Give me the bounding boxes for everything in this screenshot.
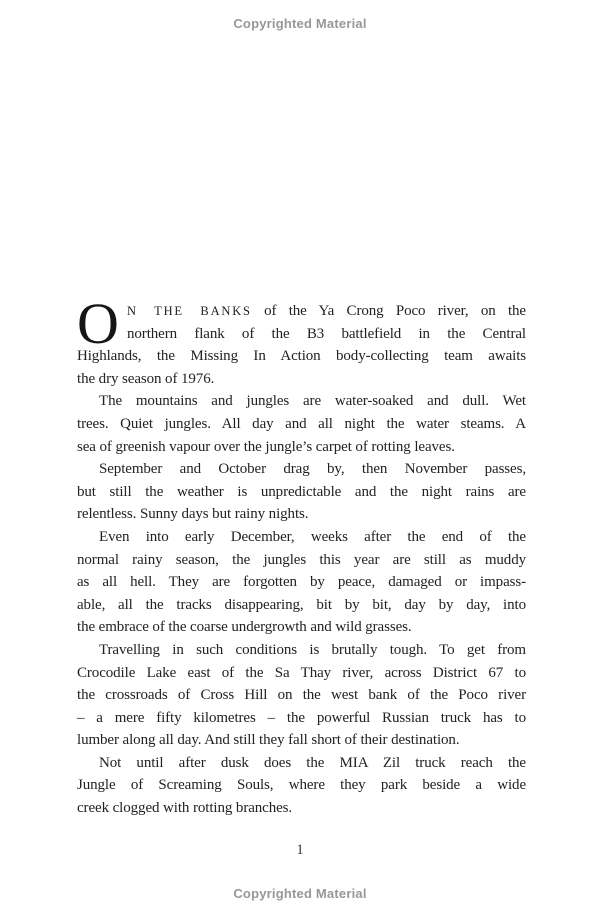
text-line: northern flank of the B3 battlefield in the Central — [127, 325, 526, 342]
text-line: lumber along all day. And still they fall short of their destination. — [77, 732, 460, 749]
text-line: Even into early December, weeks after the end of the — [99, 528, 526, 545]
text-line: – a mere fifty kilometres – the powerful Russian truck has to — [77, 709, 526, 726]
text-line: Jungle of Screaming Souls, where they park beside a wide — [77, 777, 526, 794]
paragraph — [77, 526, 526, 639]
paragraph — [77, 291, 526, 390]
page-number: 1 — [296, 842, 304, 858]
opening-small-caps: N THE BANKS — [127, 304, 252, 318]
text-line: the dry season of 1976. — [77, 370, 215, 387]
paragraph — [77, 390, 526, 458]
text-line: Not until after dusk does the MIA Zil truck reach the — [99, 754, 526, 771]
text-line: N THE BANKS of the Ya Crong Poco river, on the — [127, 303, 526, 319]
text-line: trees. Quiet jungles. All day and all night the water steams. A — [77, 415, 526, 432]
text-line: The mountains and jungles are water-soaked and dull. Wet — [99, 393, 526, 410]
text-line: the crossroads of Cross Hill on the west bank of the Poco river — [77, 687, 526, 704]
paragraph — [77, 639, 526, 752]
text-line: relentless. Sunny days but rainy nights. — [77, 506, 309, 523]
text-line: normal rainy season, the jungles this year are still as muddy — [77, 551, 526, 568]
text-line: Travelling in such conditions is brutally tough. To get from — [99, 641, 526, 658]
text-line: Highlands, the Missing In Action body-collecting team awaits — [77, 348, 526, 365]
text-line: the embrace of the coarse undergrowth and wild grasses. — [77, 619, 412, 636]
paragraph — [77, 752, 526, 820]
text-line: creek clogged with rotting branches. — [77, 800, 293, 817]
text-line: September and October drag by, then November passes, — [99, 461, 526, 478]
paragraph — [77, 458, 526, 526]
text-line: Crocodile Lake east of the Sa Thay river, across District 67 to — [77, 664, 526, 681]
page-text-block — [77, 291, 526, 820]
text-line: able, all the tracks disappearing, bit by bit, day by day, into — [77, 596, 526, 613]
copyright-notice-top: Copyrighted Material — [233, 16, 367, 31]
text-line: but still the weather is unpredictable and the night rains are — [77, 483, 526, 500]
text-line: as all hell. They are forgotten by peace, damaged or impass- — [77, 574, 526, 591]
copyright-notice-bottom: Copyrighted Material — [233, 886, 367, 901]
drop-cap: O — [77, 291, 119, 356]
text-line: sea of greenish vapour over the jungle’s carpet of rotting leaves. — [77, 438, 455, 455]
